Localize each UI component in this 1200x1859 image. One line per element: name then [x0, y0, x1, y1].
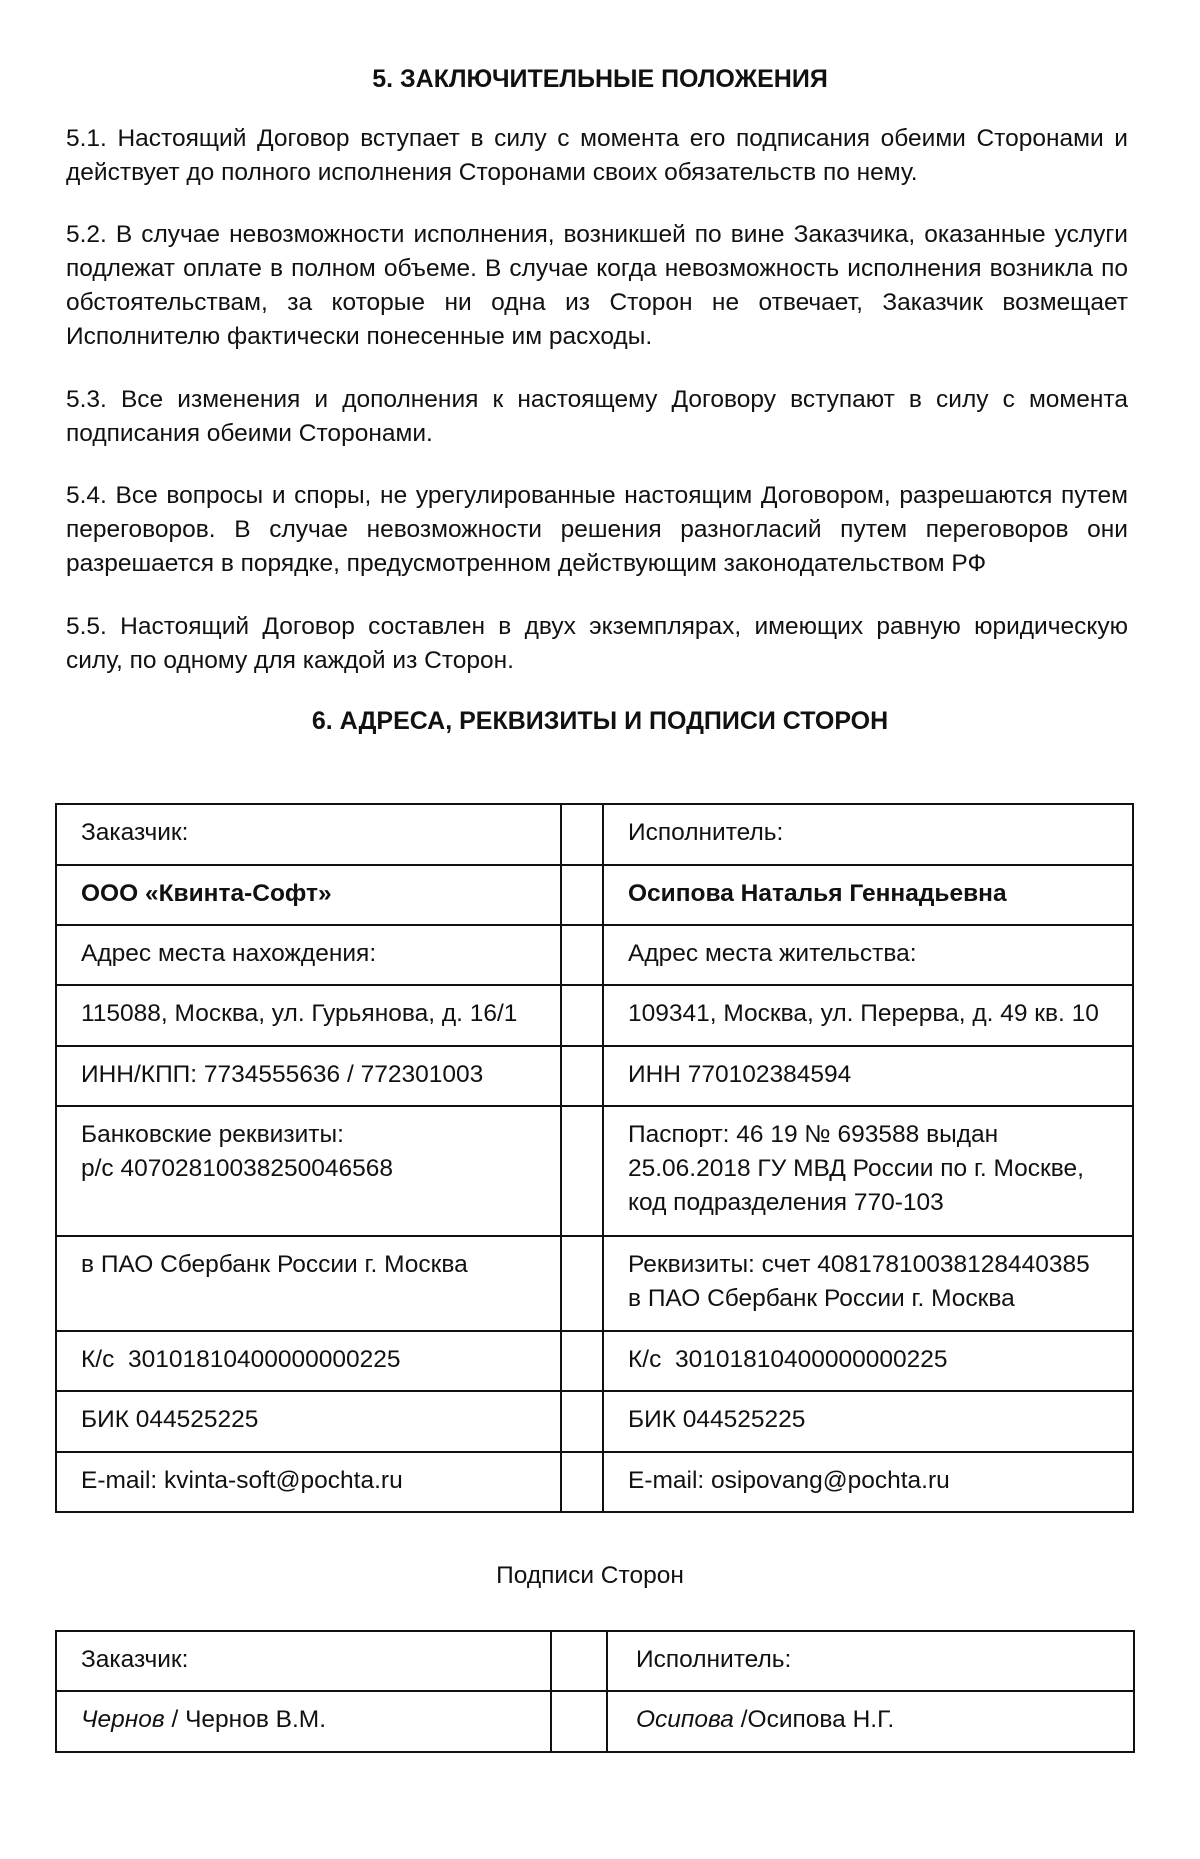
customer-bank-label: Банковские реквизиты:: [81, 1121, 344, 1148]
customer-signature: Чернов: [81, 1706, 165, 1733]
table-row: [56, 1691, 1134, 1752]
customer-bank-details: [57, 1107, 560, 1186]
customer-account: р/с 40702810038250046568: [81, 1155, 394, 1182]
customer-inn-kpp: ИНН/КПП: 7734555636 / 772301003: [81, 1061, 484, 1088]
customer-email: E-mail: kvinta-soft@pochta.ru: [81, 1467, 403, 1494]
table-row: [56, 1106, 1133, 1236]
table-row: [56, 865, 1133, 925]
contractor-corr-account: К/с 30101810400000000225: [628, 1346, 948, 1373]
customer-bik: БИК 044525225: [81, 1406, 259, 1433]
table-row: [56, 804, 1133, 865]
customer-address: 115088, Москва, ул. Гурьянова, д. 16/1: [81, 1000, 518, 1027]
sig-contractor-label: Исполнитель:: [636, 1646, 792, 1673]
signatures-table: [55, 1630, 1135, 1753]
contractor-label: Исполнитель:: [628, 819, 784, 846]
contractor-inn: ИНН 770102384594: [628, 1061, 852, 1088]
contractor-signature: Осипова: [636, 1706, 734, 1733]
section-5-title: 5. ЗАКЛЮЧИТЕЛЬНЫЕ ПОЛОЖЕНИЯ: [372, 65, 828, 93]
contractor-signatory-name: /Осипова Н.Г.: [733, 1706, 895, 1733]
customer-label: Заказчик:: [81, 819, 189, 846]
passport-line: 25.06.2018 ГУ МВД России по г. Москве,: [628, 1155, 1084, 1182]
contractor-bik: БИК 044525225: [628, 1406, 806, 1433]
customer-company-name: ООО «Квинта-Софт»: [81, 880, 332, 907]
clause-5-2: 5.2. В случае невозможности исполнения, возникшей по вине Заказчика, оказанные услуги подлежат оплате в полном объеме. В случае когда невозможность исполнения возникла по обстоятельствам, за которые ни одна из Сторон не отвечает, Заказчик возмещает Исполнителю фактически понесенные им расходы.: [66, 221, 1128, 350]
customer-signatory-name: / Чернов В.М.: [164, 1706, 326, 1733]
table-row: [56, 985, 1133, 1046]
table-row: [56, 1391, 1133, 1452]
sig-customer-label: Заказчик:: [81, 1646, 189, 1673]
clause-5-1: 5.1. Настоящий Договор вступает в силу с момента его подписания обеими Сторонами и действует до полного исполнения Сторонами своих обязательств по нему.: [66, 125, 1128, 186]
contractor-signature-cell: [608, 1692, 1133, 1737]
table-row: [56, 1046, 1133, 1106]
table-row: [56, 1631, 1134, 1691]
passport-line: код подразделения 770-103: [628, 1189, 944, 1216]
customer-signature-cell: [57, 1692, 550, 1737]
clause-5-4: 5.4. Все вопросы и споры, не урегулированные настоящим Договором, разрешаются путем переговоров. В случае невозможности решения разногласий путем переговоров они разрешается в порядке, предусмотренном действующим законодательством РФ: [66, 482, 1128, 577]
contractor-bank-details: [604, 1237, 1132, 1316]
section-6-title: 6. АДРЕСА, РЕКВИЗИТЫ И ПОДПИСИ СТОРОН: [311, 707, 889, 735]
table-row: [56, 1331, 1133, 1391]
contractor-bank-name: в ПАО Сбербанк России г. Москва: [628, 1285, 1015, 1312]
contractor-address-label: Адрес места жительства:: [628, 940, 917, 967]
customer-address-label: Адрес места нахождения:: [81, 940, 377, 967]
contractor-email: E-mail: osipovang@pochta.ru: [628, 1467, 950, 1494]
contractor-full-name: Осипова Наталья Геннадьевна: [628, 880, 1007, 907]
table-row: [56, 1236, 1133, 1331]
passport-line: Паспорт: 46 19 № 693588 выдан: [628, 1121, 999, 1148]
contractor-passport: [604, 1107, 1132, 1220]
clause-5-3: 5.3. Все изменения и дополнения к настоящему Договору вступают в силу с момента подписания обеими Сторонами.: [66, 386, 1128, 447]
signatures-title: Подписи Сторон: [496, 1562, 684, 1589]
requisites-table: [55, 803, 1134, 1513]
clause-5-5: 5.5. Настоящий Договор составлен в двух экземплярах, имеющих равную юридическую силу, по одному для каждой из Сторон.: [66, 613, 1128, 674]
customer-corr-account: К/с 30101810400000000225: [81, 1346, 401, 1373]
table-row: [56, 925, 1133, 985]
table-row: [56, 1452, 1133, 1512]
customer-bank-name: в ПАО Сбербанк России г. Москва: [81, 1251, 468, 1278]
contractor-account: Реквизиты: счет 40817810038128440385: [628, 1251, 1090, 1278]
contractor-address: 109341, Москва, ул. Перерва, д. 49 кв. 10: [628, 1000, 1099, 1027]
